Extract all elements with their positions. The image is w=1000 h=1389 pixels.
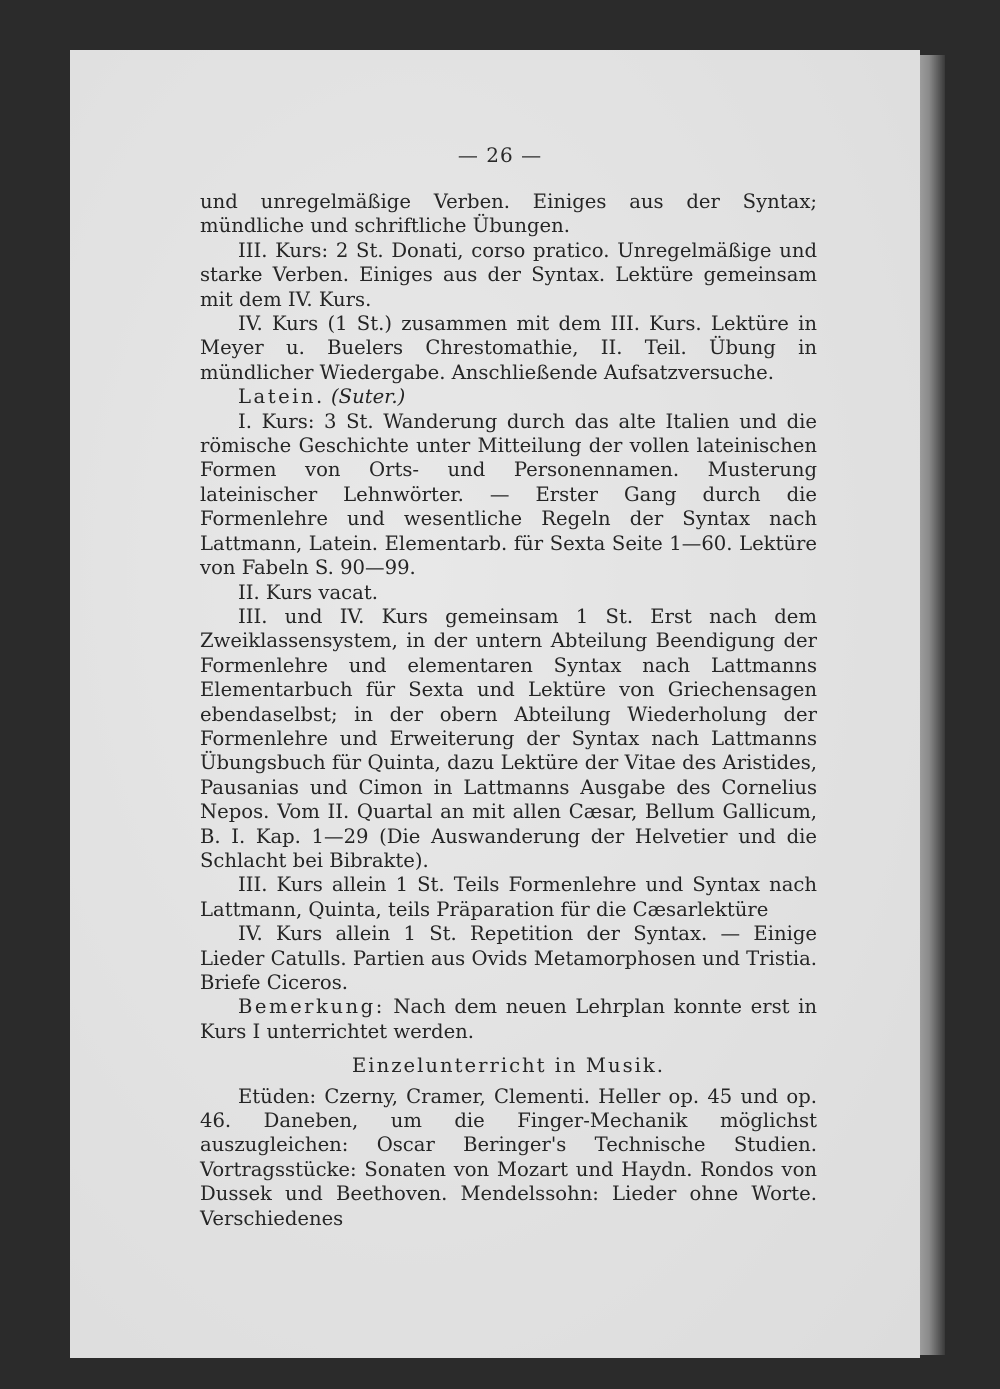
- paragraph-kurs-3-italienisch: III. Kurs: 2 St. Donati, corso pratico. Unregelmäßige und starke Verben. Einiges aus der Syntax. Lektüre gemeinsam mit dem IV. Kurs.: [200, 238, 817, 311]
- paragraph-bemerkung: [200, 995, 817, 1044]
- section-latein: [200, 385, 817, 409]
- bemerkung-label: Bemerkung:: [238, 995, 385, 1019]
- paragraph-kurs-1-latein: I. Kurs: 3 St. Wanderung durch das alte Italien und die römische Geschichte unter Mitteilung der vollen lateinischen Formen von Orts- und Personennamen. Musterung lateinischer Lehnwörter. — Erster Gang durch die Formenlehre und wesentliche Regeln der Syntax nach Lattmann, Latein. Elementarb. für Sexta Seite 1—60. Lektüre von Fabeln S. 90—99.: [200, 409, 817, 580]
- paragraph-verben: und unregelmäßige Verben. Einiges aus der Syntax; mündliche und schriftliche Übungen.: [200, 190, 817, 238]
- heading-musik: Einzelunterricht in Musik.: [352, 1054, 665, 1078]
- latein-teacher: (Suter.): [331, 385, 406, 409]
- paragraph-kurs-2-latein: II. Kurs vacat.: [238, 580, 378, 604]
- paragraph-kurs-3-4-latein: III. und IV. Kurs gemeinsam 1 St. Erst nach dem Zweiklassensystem, in der untern Abteilung Beendigung der Formenlehre und elementaren Syntax nach Lattmanns Elementarbuch für Sexta und Lektüre von Griechensagen ebendaselbst; in der obern Abteilung Wiederholung der Formenlehre und Erweiterung der Syntax nach Lattmanns Übungsbuch für Quinta, dazu Lektüre der Vitae des Aristides, Pausanias und Cimon in Lattmanns Ausgabe des Cornelius Nepos. Vom II. Quartal an mit allen Cæsar, Bellum Gallicum, B. I. Kap. 1—29 (Die Auswanderung der Helvetier und die Schlacht bei Bibrakte).: [200, 604, 817, 872]
- body-text: [200, 190, 817, 1231]
- latein-label: Latein.: [238, 385, 325, 409]
- paragraph-kurs-4-italienisch: IV. Kurs (1 St.) zusammen mit dem III. Kurs. Lektüre in Meyer u. Buelers Chrestomathie, II. Teil. Übung in mündlicher Wiedergabe. Anschließende Aufsatzversuche.: [200, 312, 817, 384]
- paragraph-kurs-3-allein: III. Kurs allein 1 St. Teils Formenlehre und Syntax nach Lattmann, Quinta, teils Präparation für die Cæsarlektüre: [200, 873, 817, 921]
- paragraph-kurs-4-allein: IV. Kurs allein 1 St. Repetition der Syntax. — Einige Lieder Catulls. Partien aus Ovids Metamorphosen und Tristia. Briefe Ciceros.: [200, 922, 817, 994]
- bemerkung-text: Nach dem neuen Lehrplan konnte erst in Kurs I unterrichtet werden.: [200, 995, 817, 1043]
- paragraph-musik: Etüden: Czerny, Cramer, Clementi. Heller op. 45 und op. 46. Daneben, um die Finger-Mechanik möglichst auszugleichen: Oscar Beringer's Technische Studien. Vortragsstücke: Sonaten von Mozart und Haydn. Rondos von Dussek und Beethoven. Mendelssohn: Lieder ohne Worte. Verschiedenes: [200, 1084, 817, 1230]
- page-number: — 26 —: [457, 143, 543, 167]
